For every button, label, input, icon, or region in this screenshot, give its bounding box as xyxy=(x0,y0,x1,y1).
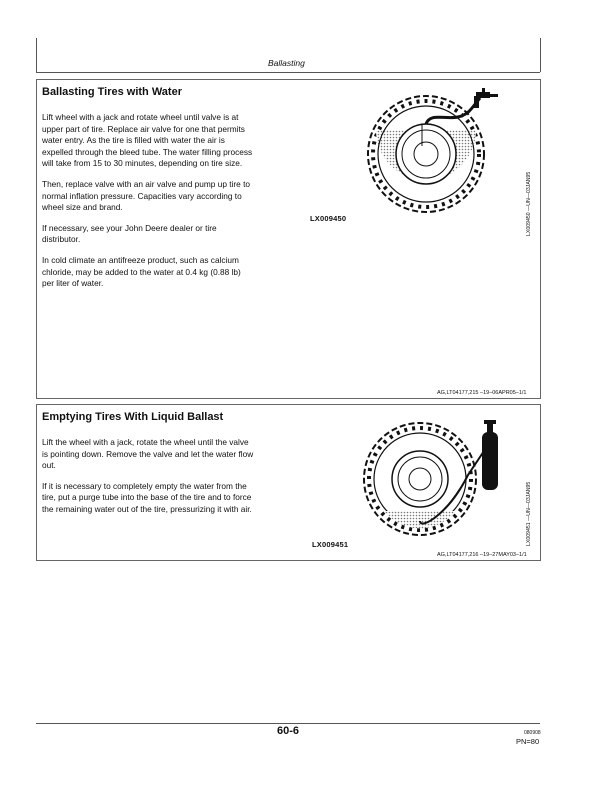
figure-code: LX009451 xyxy=(312,540,349,549)
header-left-rule xyxy=(36,38,37,72)
paragraph: In cold climate an antifreeze product, such as calcium chloride, may be added to the water at 0.4 kg (0.88 lb) per liter of water. xyxy=(42,254,241,289)
footer-rule xyxy=(36,723,540,724)
paragraph: If necessary, see your John Deere dealer or tire distributor. xyxy=(42,222,217,245)
header-rule xyxy=(36,72,540,73)
footer-pn: PN=80 xyxy=(516,737,540,746)
section-body xyxy=(42,112,280,299)
paragraph: Then, replace valve with an air valve and pump up tire to normal inflation pressure. Capacities vary according to wheel size and brand. xyxy=(42,178,250,213)
page-number: 60-6 xyxy=(277,725,300,737)
reference-code: AG,LT04177,216 –19–27MAY03–1/1 xyxy=(437,552,527,558)
section-title: Emptying Tires With Liquid Ballast xyxy=(42,411,224,423)
footer-small-code: 080908 xyxy=(524,730,541,736)
header-right-rule xyxy=(540,38,541,72)
section-body xyxy=(42,437,280,525)
air-cylinder-icon xyxy=(478,418,502,492)
paragraph: Lift the wheel with a jack, rotate the wheel until the valve is pointing down. Remove the valve and let the water flow out. xyxy=(42,437,254,471)
section-title: Ballasting Tires with Water xyxy=(42,86,182,98)
figure-vertical-code: LX009451 —UN—03JAN95 xyxy=(526,481,532,546)
figure-code: LX009450 xyxy=(310,214,347,223)
water-faucet-icon xyxy=(470,88,500,118)
paragraph: If it is necessary to completely empty the water from the tire, put a purge tube into the base of the tire and to force the remaining water out of the tire, pressurizing it with air. xyxy=(42,480,252,514)
reference-code: AG,LT04177,215 –19–06APR05–1/1 xyxy=(437,390,527,396)
running-header: Ballasting xyxy=(268,58,305,68)
paragraph: Lift wheel with a jack and rotate wheel until valve is at upper part of tire. Replace air valve for one that permits water entry. As the tire is filled with water the air is expelled through the bleed tube. The water filling process will take from 15 to 30 minutes, depending on tire size. xyxy=(42,112,253,169)
figure-vertical-code: LX009450 —UN—03JAN95 xyxy=(526,171,532,236)
